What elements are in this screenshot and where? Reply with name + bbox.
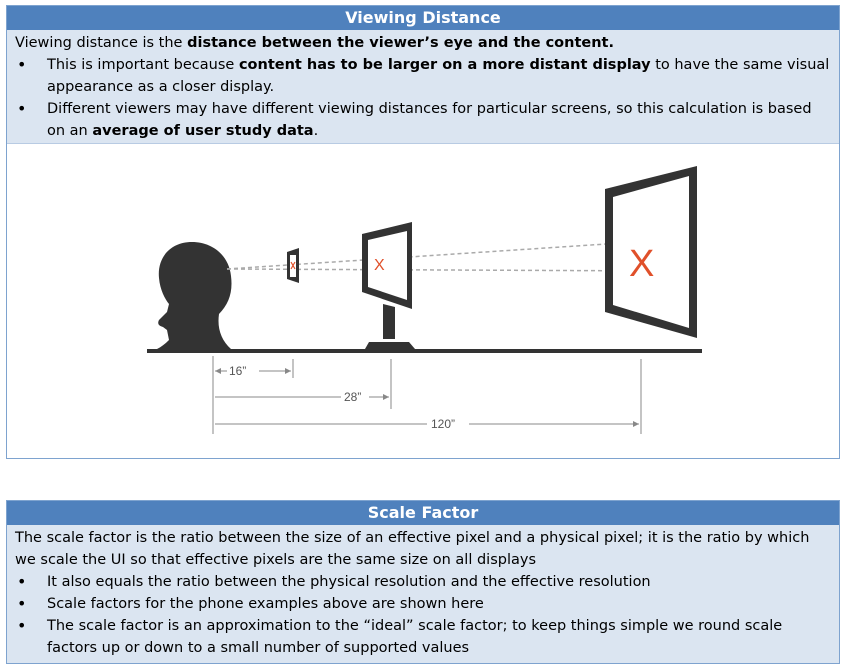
monitor-icon xyxy=(362,222,415,349)
dimension-lines xyxy=(213,356,641,434)
viewing-distance-panel xyxy=(6,5,840,459)
distance-label-monitor: 28” xyxy=(344,390,362,404)
viewing-distance-illustration xyxy=(7,144,841,458)
viewing-distance-diagram xyxy=(7,144,839,458)
tv-content-mark: X xyxy=(629,243,655,285)
scale-factor-panel xyxy=(6,500,840,664)
viewing-distance-title: Viewing Distance xyxy=(7,6,839,30)
viewing-distance-bullet: • This is important because content has to be larger on a more distant display to have the same visual appearance as a closer display. xyxy=(15,54,833,98)
scale-factor-bullet: • The scale factor is an approximation to the “ideal” scale factor; to keep things simple we round scale factors up or down to a small number of supported values xyxy=(15,615,833,659)
monitor-content-mark: X xyxy=(374,257,385,274)
floor-line xyxy=(147,349,702,353)
scale-factor-intro: The scale factor is the ratio between the size of an effective pixel and a physical pixel; it is the ratio by which we scale the UI so that effective pixels are the same size on all displays xyxy=(15,530,810,568)
scale-factor-text xyxy=(7,525,839,663)
viewing-distance-intro: Viewing distance is the distance between the viewer’s eye and the content. xyxy=(15,35,614,51)
viewer-head-icon xyxy=(157,242,232,349)
scale-factor-bullet: • Scale factors for the phone examples above are shown here xyxy=(15,593,833,615)
distance-label-phone: 16” xyxy=(229,364,247,378)
viewing-distance-text xyxy=(7,30,839,144)
phone-icon xyxy=(287,248,299,283)
distance-label-tv: 120” xyxy=(431,417,456,431)
viewing-distance-bullet: • Different viewers may have different viewing distances for particular screens, so this calculation is based on an average of user study data. xyxy=(15,98,833,142)
scale-factor-bullet: • It also equals the ratio between the physical resolution and the effective resolution xyxy=(15,571,833,593)
scale-factor-title: Scale Factor xyxy=(7,501,839,525)
